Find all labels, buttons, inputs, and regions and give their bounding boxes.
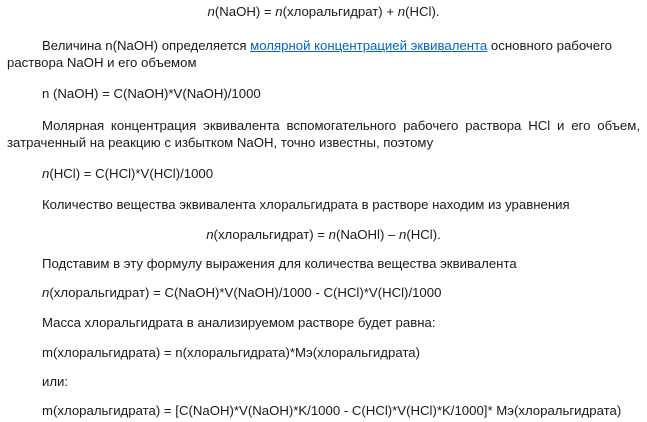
symbol-n: n <box>206 227 214 242</box>
paragraph-mass: Масса хлоральгидрата в анализируемом растворе будет равна: <box>42 315 436 330</box>
equation-chloral-hydrate-amount <box>0 227 647 243</box>
equation-part: (NaOH) = <box>214 4 276 19</box>
equation-naoh-sum <box>0 4 647 20</box>
formula-text: (HCl) = C(HCl)*V(HCl)/1000 <box>49 166 214 181</box>
equation-part: (HCl). <box>405 4 440 19</box>
equation-part: (NaOHl) – <box>336 227 400 242</box>
paragraph-naoh-amount-line2: раствора NaOH и его объемом <box>7 55 197 70</box>
paragraph-or: или: <box>42 374 69 389</box>
paragraph-text: основного рабочего <box>487 38 612 53</box>
symbol-n: n <box>328 227 336 242</box>
paragraph-substitute: Подставим в эту формулу выражения для количества вещества эквивалента <box>42 256 517 271</box>
formula-mass-full: m(хлоральгидрата) = [C(NaOH)*V(NaOH)*K/1000 - C(HCl)*V(HCl)*K/1000]* Mэ(хлоральгидрата) <box>42 403 622 418</box>
symbol-n: n <box>42 285 50 300</box>
formula-mass: m(хлоральгидрата) = n(хлоральгидрата)*Mэ(хлоральгидрата) <box>42 345 420 360</box>
formula-chloral-hydrate-amount <box>42 285 441 301</box>
symbol-n: n <box>399 227 407 242</box>
paragraph-equivalent-amount: Количество вещества эквивалента хлоральгидрата в растворе находим из уравнения <box>42 197 570 212</box>
equation-part: (HCl). <box>406 227 441 242</box>
symbol-n: n <box>275 4 283 19</box>
paragraph-hcl-line2: затраченный на реакцию с избытком NaOH, точно известны, поэтому <box>7 135 434 150</box>
symbol-n: n <box>397 4 406 19</box>
molar-concentration-link[interactable]: молярной концентрацией эквивалента <box>250 38 488 53</box>
paragraph-naoh-amount-line1 <box>42 38 612 54</box>
formula-n-hcl <box>42 166 213 182</box>
formula-n-naoh: n (NaOH) = C(NaOH)*V(NaOH)/1000 <box>42 86 261 101</box>
equation-part: (хлоральгидрат) = <box>213 227 329 242</box>
paragraph-hcl-line1: Молярная концентрация эквивалента вспомогательного рабочего раствора HCl и его объем, <box>42 118 640 133</box>
paragraph-text: Величина n(NaOH) определяется <box>42 38 251 53</box>
equation-part: (хлоральгидрат) + <box>282 4 398 19</box>
formula-text: (хлоральгидрат) = C(NaOH)*V(NaOH)/1000 - C(HCl)*V(HCl)/1000 <box>49 285 442 300</box>
symbol-n: n <box>42 166 50 181</box>
symbol-n: n <box>207 4 215 19</box>
